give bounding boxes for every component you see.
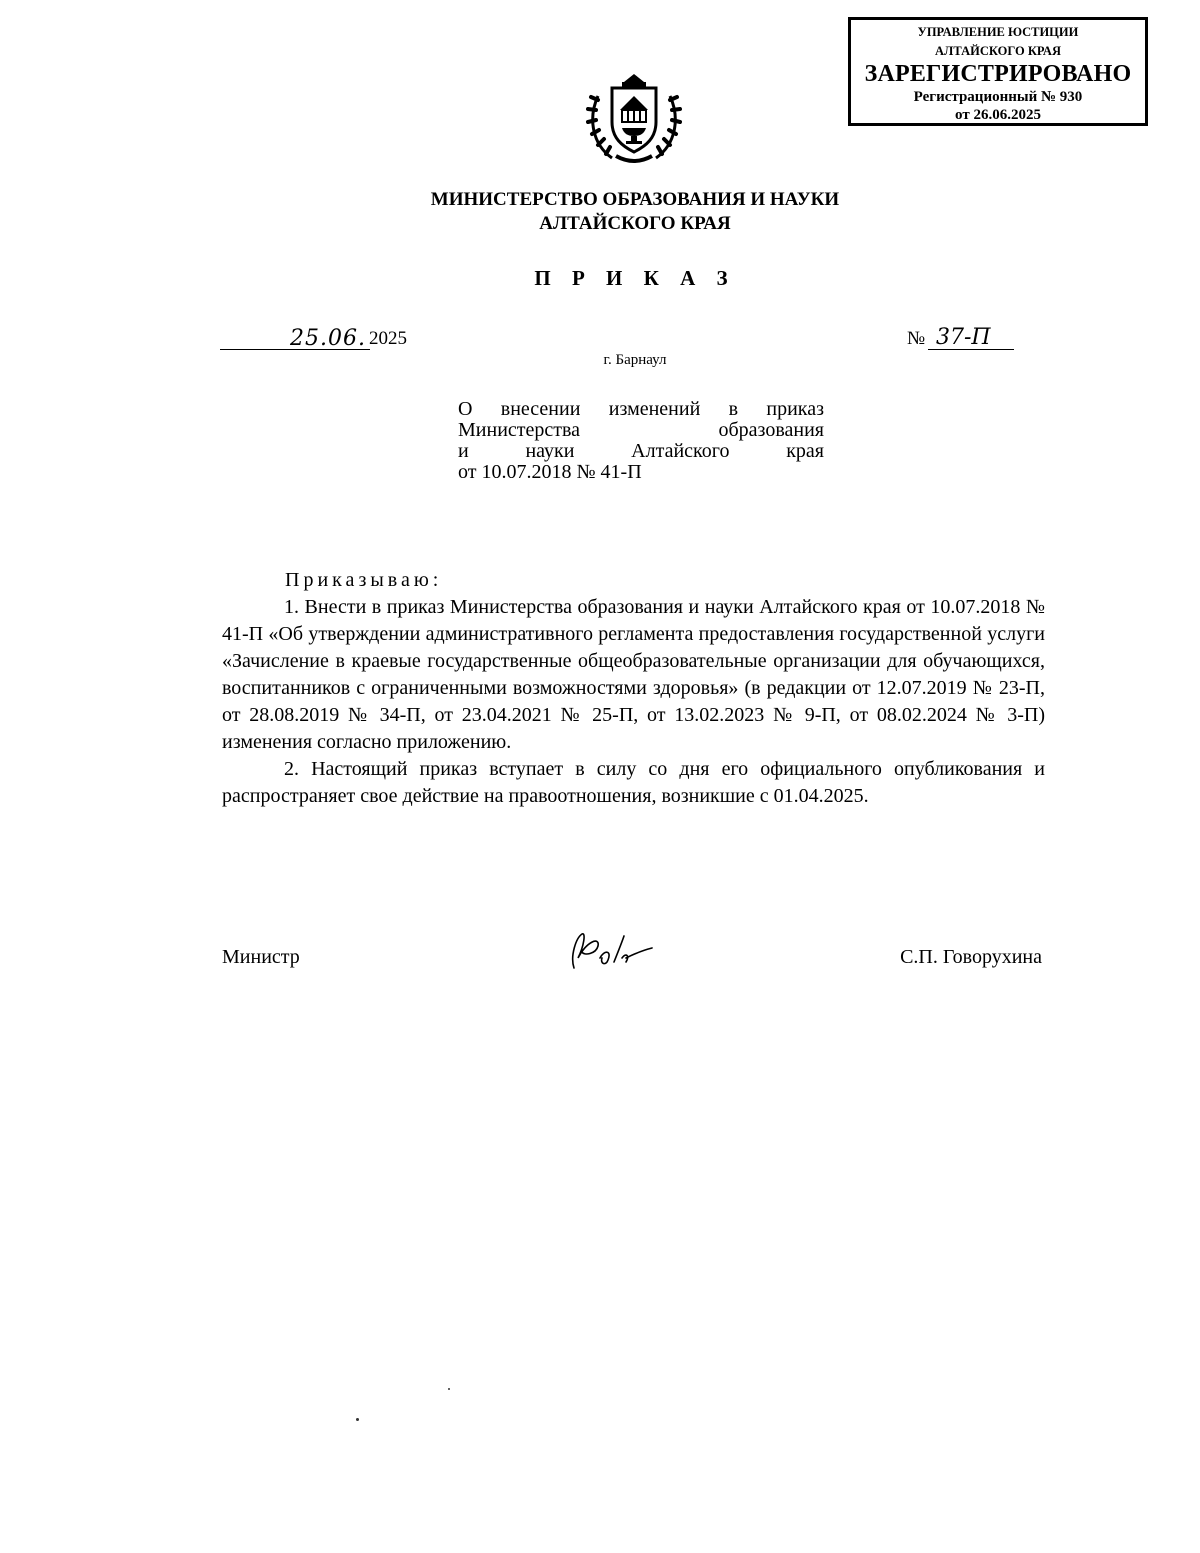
- handwritten-number: 37-П: [936, 325, 991, 350]
- order-subject: [458, 399, 824, 483]
- subject-line: и науки Алтайского края: [458, 440, 824, 462]
- subject-line: О внесении изменений в приказ: [458, 398, 824, 420]
- order-paragraph: 2. Настоящий приказ вступает в силу со дня его официального опубликования и распространяет свое действие на правоотношения, возникшие с 01.04.2025.: [222, 758, 1045, 807]
- handwritten-date: 25.06.: [290, 326, 366, 351]
- city: г. Барнаул: [603, 352, 667, 368]
- stamp-status: ЗАРЕГИСТРИРОВАНО: [864, 61, 1132, 87]
- ministry-line1: МИНИСТЕРСТВО ОБРАЗОВАНИЯ И НАУКИ: [430, 189, 840, 210]
- stamp-reg-number: Регистрационный № 930: [913, 89, 1083, 105]
- stamp-org-line1: УПРАВЛЕНИЕ ЮСТИЦИИ: [917, 25, 1079, 39]
- document-type-title: П Р И К А З: [534, 266, 736, 290]
- stamp-org-line2: АЛТАЙСКОГО КРАЯ: [935, 44, 1061, 58]
- subject-line: Министерства образования: [458, 419, 824, 441]
- handwritten-signature-icon: [560, 928, 660, 974]
- signatory-role: Министр: [222, 946, 300, 968]
- signatory-name: С.П. Говорухина: [900, 946, 1042, 968]
- ministry-line2: АЛТАЙСКОГО КРАЯ: [539, 213, 731, 234]
- order-body: [222, 594, 1045, 810]
- coat-of-arms-icon: [582, 66, 686, 170]
- ministry-header: [300, 188, 970, 236]
- registration-stamp: [848, 17, 1148, 126]
- date-year: 2025: [369, 328, 407, 349]
- scan-speck: [356, 1418, 359, 1421]
- order-word: Приказываю:: [285, 569, 443, 591]
- number-sign: №: [907, 328, 926, 349]
- scan-speck: [448, 1388, 450, 1390]
- order-paragraph: 1. Внести в приказ Министерства образования и науки Алтайского края от 10.07.2018 № 41-П «Об утверждении административного регламента предоставления государственной услуги «Зачисление в краевые государственные общеобразовательные организации для обучающихся, воспитанников с ограниченными возможностями здоровья» (в редакции от 12.07.2019 № 23-П, от 28.08.2019 № 34-П, от 23.04.2021 № 25-П, от 13.02.2023 № 9-П, от 08.02.2024 № 3-П) изменения согласно приложению.: [222, 596, 1045, 753]
- stamp-reg-date: от 26.06.2025: [955, 107, 1041, 123]
- subject-line: от 10.07.2018 № 41-П: [458, 461, 642, 483]
